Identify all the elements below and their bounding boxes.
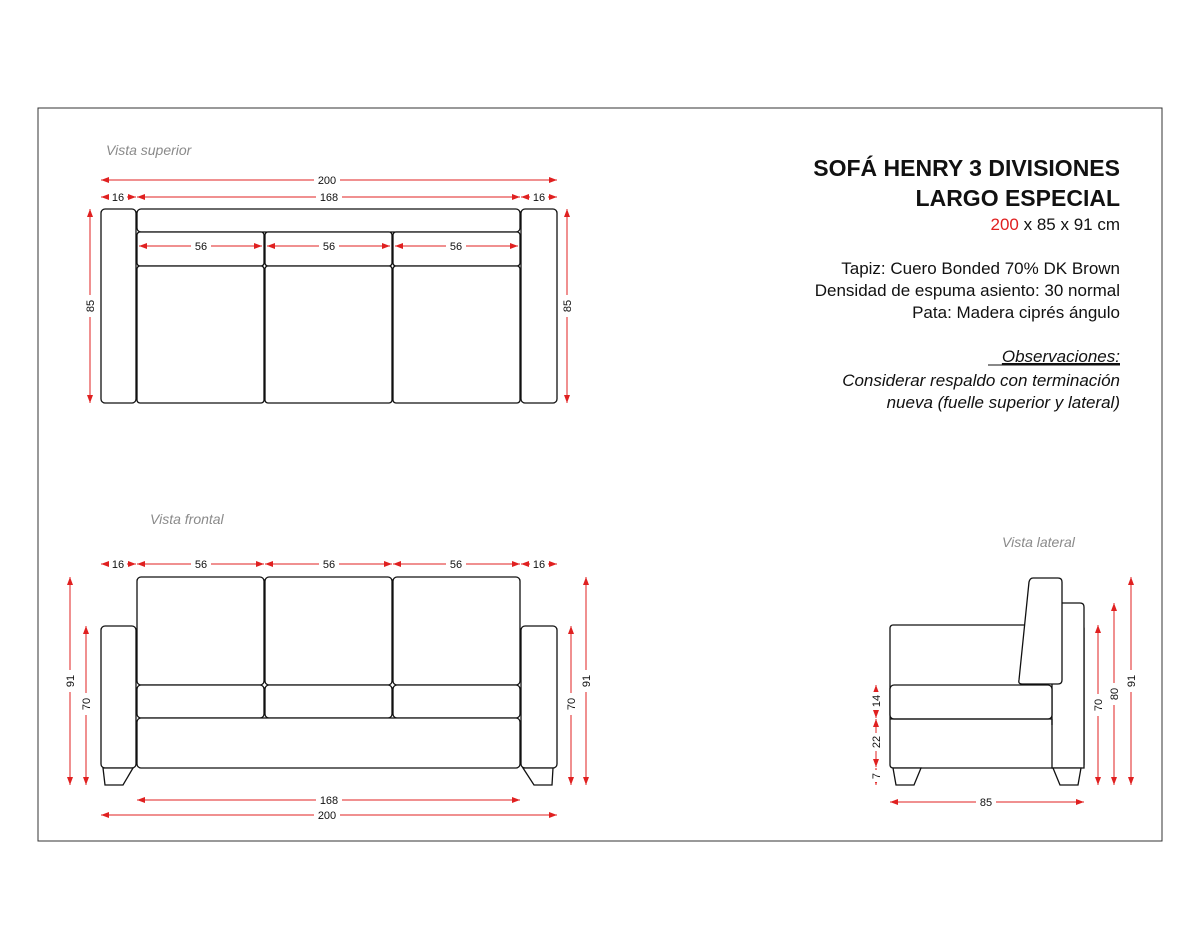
dim-top-arm-right: 16 <box>532 192 546 204</box>
dim-side-seat-cushion: 14 <box>871 694 883 708</box>
front-leg-left <box>103 768 133 785</box>
side-view-label: Vista lateral <box>1002 534 1075 550</box>
dim-top-cushion-3: 56 <box>449 241 463 253</box>
dim-top-depth-right: 85 <box>562 299 574 313</box>
title-line-2: LARGO ESPECIAL <box>915 185 1120 211</box>
title-line-1: SOFÁ HENRY 3 DIVISIONES <box>813 155 1120 181</box>
front-back-cushion-3 <box>393 577 520 685</box>
top-view-label: Vista superior <box>106 142 192 158</box>
dim-side-back-height: 80 <box>1109 687 1121 701</box>
observations-line-2: nueva (fuelle superior y lateral) <box>886 393 1120 412</box>
spec-leg: Pata: Madera ciprés ángulo <box>912 303 1120 322</box>
front-view <box>63 511 593 822</box>
dim-front-arm-left: 16 <box>111 559 125 571</box>
dim-front-height-total-right: 91 <box>581 674 593 688</box>
observations-heading: Observaciones: <box>1001 347 1120 366</box>
top-backrest <box>137 209 520 232</box>
dim-side-seat-base: 22 <box>871 735 883 749</box>
dim-side-leg: 7 <box>871 772 883 780</box>
top-arm-left <box>101 209 136 403</box>
front-back-cushion-1 <box>137 577 264 685</box>
dim-side-depth: 85 <box>979 797 993 809</box>
dim-front-height-total-left: 91 <box>65 674 77 688</box>
dim-front-cushion-1: 56 <box>194 559 208 571</box>
size-highlight: 200 <box>990 215 1019 234</box>
dim-front-height-arm-left: 70 <box>81 697 93 711</box>
front-leg-right <box>523 768 553 785</box>
dim-front-cushion-2: 56 <box>322 559 336 571</box>
front-view-label: Vista frontal <box>150 511 224 527</box>
dim-front-cushion-3: 56 <box>449 559 463 571</box>
spec-upholstery: Tapiz: Cuero Bonded 70% DK Brown <box>841 259 1120 278</box>
side-back-cushion <box>1019 578 1062 684</box>
dim-front-total-width: 200 <box>317 810 337 822</box>
front-back-cushion-2 <box>265 577 392 685</box>
side-leg-back <box>1053 768 1081 785</box>
dim-top-arm-left: 16 <box>111 192 125 204</box>
dim-top-cushion-2: 56 <box>322 241 336 253</box>
spec-foam-density: Densidad de espuma asiento: 30 normal <box>814 281 1120 300</box>
top-view <box>83 142 574 403</box>
dim-top-cushion-1: 56 <box>194 241 208 253</box>
dim-top-width-total: 200 <box>317 175 337 187</box>
dim-side-arm-height: 70 <box>1093 698 1105 712</box>
side-leg-front <box>893 768 921 785</box>
front-seat-cushion-1 <box>137 685 264 718</box>
front-arm-right <box>521 626 557 768</box>
dim-front-arm-right: 16 <box>532 559 546 571</box>
top-arm-right <box>521 209 557 403</box>
front-seat-cushion-3 <box>393 685 520 718</box>
overall-size <box>991 215 1120 234</box>
size-rest: x 85 x 91 cm <box>1018 215 1120 234</box>
dim-front-height-arm-right: 70 <box>566 697 578 711</box>
top-seat-2 <box>265 266 392 403</box>
front-seat-cushion-2 <box>265 685 392 718</box>
front-seat-base <box>137 718 520 768</box>
title-block <box>813 154 1120 412</box>
dim-front-inner-width: 168 <box>319 795 339 807</box>
front-arm-left <box>101 626 136 768</box>
side-view <box>869 534 1138 809</box>
top-seat-3 <box>393 266 520 403</box>
dim-side-total-height: 91 <box>1126 674 1138 688</box>
observations-line-1: Considerar respaldo con terminación <box>842 371 1120 390</box>
top-seat-1 <box>137 266 264 403</box>
dim-top-depth-left: 85 <box>85 299 97 313</box>
dim-top-inner: 168 <box>319 192 339 204</box>
side-seat-cushion <box>890 685 1052 719</box>
